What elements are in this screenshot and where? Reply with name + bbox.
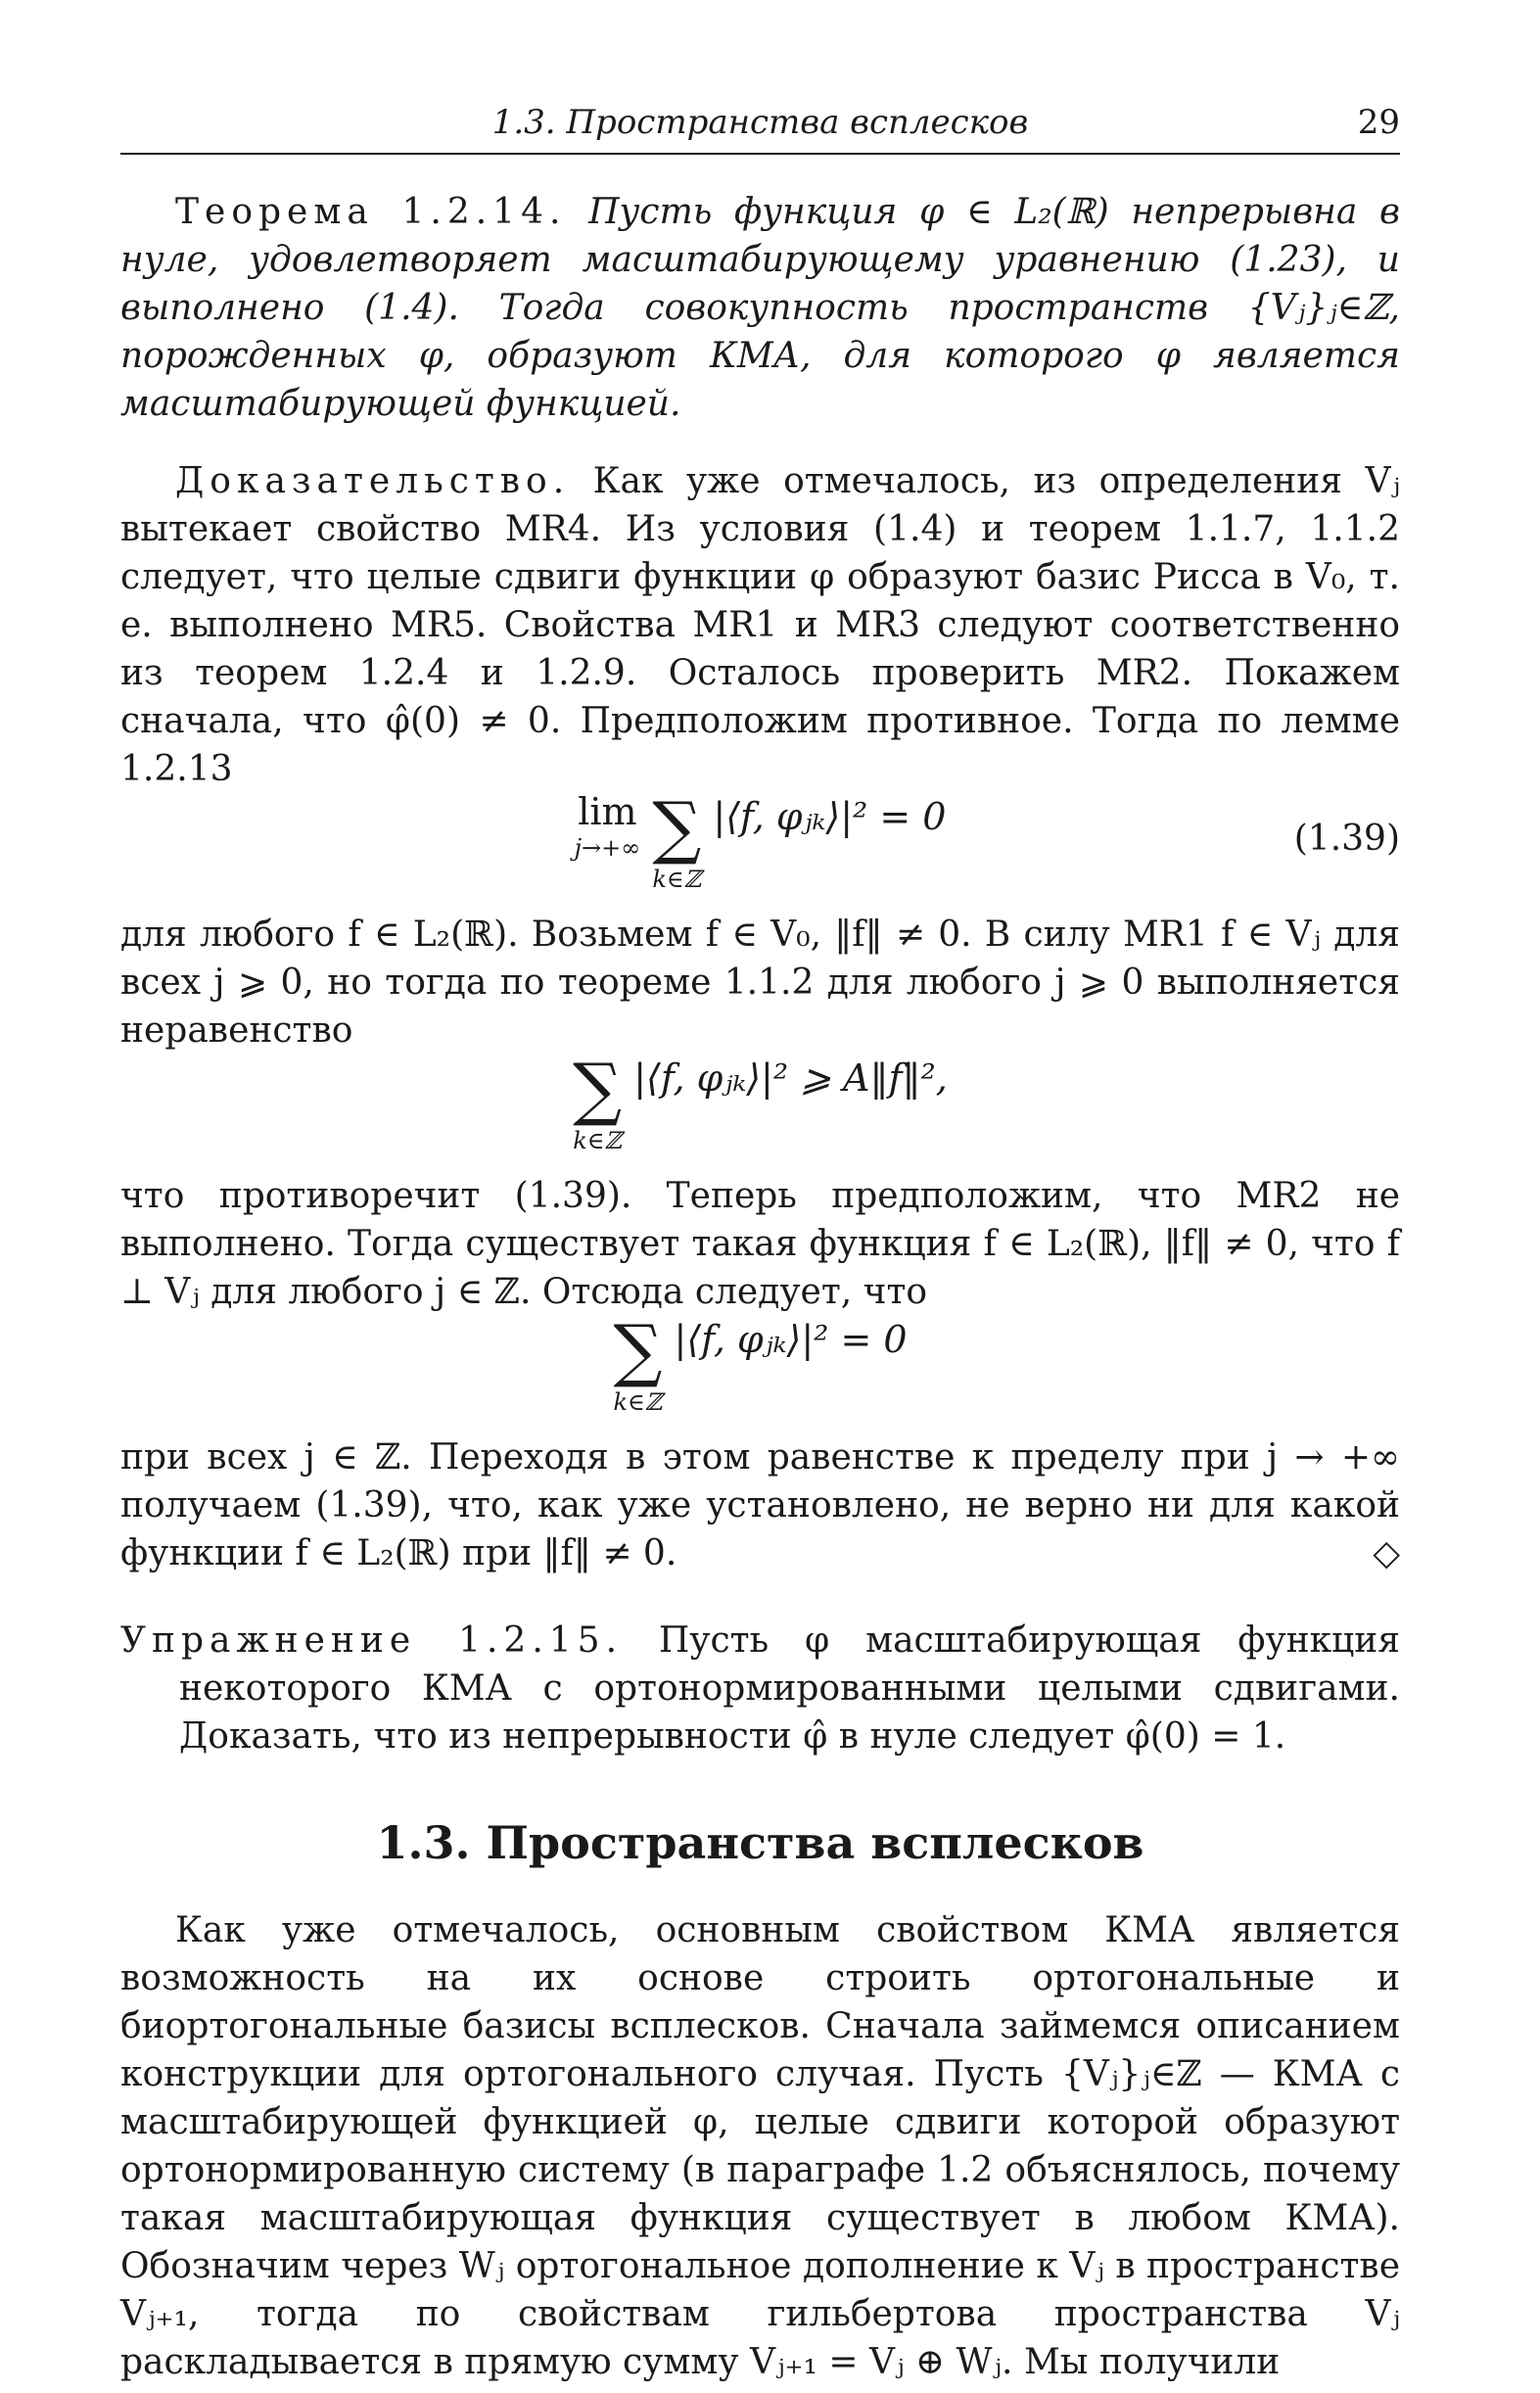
theorem-label: Теорема 1.2.14. [175, 192, 567, 232]
proof-text-1: Как уже отмечалось, из определения Vⱼ вытекает свойство MR4. Из условия (1.4) и теорем 1.1.7, 1.1.2 следует, что целые сдвиги функции φ образуют базис Рисса в V₀, т. е. выполнено MR5. Свойства MR1 и MR3 следуют соответственно из теорем 1.2.4 и 1.2.9. Осталось проверить MR2. Покажем сначала, что φ̂(0) ≠ 0. Предположим противное. Тогда по лемме 1.2.13 [120, 461, 1400, 789]
exercise-label: Упражнение 1.2.15. [120, 1620, 624, 1661]
proof-paragraph-4: при всех j ∈ ℤ. Переходя в этом равенстве к пределу при j → +∞ получаем (1.39), что, как уже установлено, не верно ни для какой функции f ∈ L₂(ℝ) при ‖f‖ ≠ 0. ◇ [120, 1433, 1400, 1577]
exercise-text: Пусть φ масштабирующая функция некоторого КМА с ортонормированными целыми сдвигами. Доказать, что из непрерывности φ̂ в нуле следует φ̂(0) = 1. [179, 1620, 1400, 1757]
inequality-formula [120, 1049, 1400, 1172]
sum-operator: ∑ k∈ℤ [652, 787, 702, 893]
theorem-text: Пусть функция φ ∈ L₂(ℝ) непрерывна в нуле, удовлетворяет масштабирующему уравнению (1.23), и выполнено (1.4). Тогда совокупность пространств {Vⱼ}ⱼ∈ℤ, порожденных φ, образуют КМА, для которого φ является масштабирующей функцией. [120, 192, 1400, 424]
equation-body: |⟨f, φⱼₖ⟩|² = 0 [713, 795, 947, 838]
sum-subscript: k∈ℤ [652, 866, 702, 893]
zero-sum-body: |⟨f, φⱼₖ⟩|² = 0 [674, 1318, 908, 1361]
proof-paragraph-2: для любого f ∈ L₂(ℝ). Возьмем f ∈ V₀, ‖f‖ ≠ 0. В силу MR1 f ∈ Vⱼ для всех j ⩾ 0, но тогда по теореме 1.1.2 для любого j ⩾ 0 выполняется неравенство [120, 915, 1400, 1051]
proof-paragraph-3: что противоречит (1.39). Теперь предположим, что MR2 не выполнено. Тогда существует такая функция f ∈ L₂(ℝ), ‖f‖ ≠ 0, что f ⊥ Vⱼ для любого j ∈ ℤ. Отсюда следует, что [120, 1176, 1400, 1312]
section-paragraph-1: Как уже отмечалось, основным свойством КМА является возможность на их основе строить ортогональные и биортогональные базисы всплесков. Сначала займемся описанием конструкции для ортогонального случая. Пусть {Vⱼ}ⱼ∈ℤ — КМА с масштабирующей функцией φ, целые сдвиги которой образуют ортонормированную систему (в параграфе 1.2 объяснялось, почему такая масштабирующая функция существует в любом КМА). Обозначим через Wⱼ ортогональное дополнение к Vⱼ в пространстве Vⱼ₊₁, тогда по свойствам гильбертова пространства Vⱼ раскладывается в прямую сумму Vⱼ₊₁ = Vⱼ ⊕ Wⱼ. Мы получили [120, 1910, 1400, 2382]
limit-subscript: j→+∞ [574, 834, 641, 862]
sum-subscript: k∈ℤ [613, 1388, 663, 1416]
equation-number: (1.39) [1293, 819, 1400, 859]
section-heading: 1.3. Пространства всплесков [376, 1816, 1144, 1869]
proof-paragraph-1 [120, 457, 1400, 793]
page-number: 29 [1357, 103, 1400, 142]
limit-operator: lim j→+∞ [574, 790, 641, 862]
sum-subscript: k∈ℤ [573, 1127, 623, 1154]
running-header [120, 98, 1400, 155]
theorem-1-2-14 [120, 188, 1400, 428]
zero-sum-formula [120, 1310, 1400, 1433]
book-page [120, 98, 1400, 2382]
sum-operator: ∑ k∈ℤ [613, 1310, 663, 1416]
sum-operator: ∑ k∈ℤ [573, 1049, 623, 1154]
equation-1-39 [120, 787, 1400, 911]
qed-symbol: ◇ [1373, 1533, 1400, 1573]
inequality-body: |⟨f, φⱼₖ⟩|² ⩾ A‖f‖², [633, 1056, 948, 1100]
exercise-1-2-15 [120, 1617, 1400, 1760]
running-header-title: 1.3. Пространства всплесков [491, 103, 1029, 142]
proof-label: Доказательство. [175, 461, 571, 501]
